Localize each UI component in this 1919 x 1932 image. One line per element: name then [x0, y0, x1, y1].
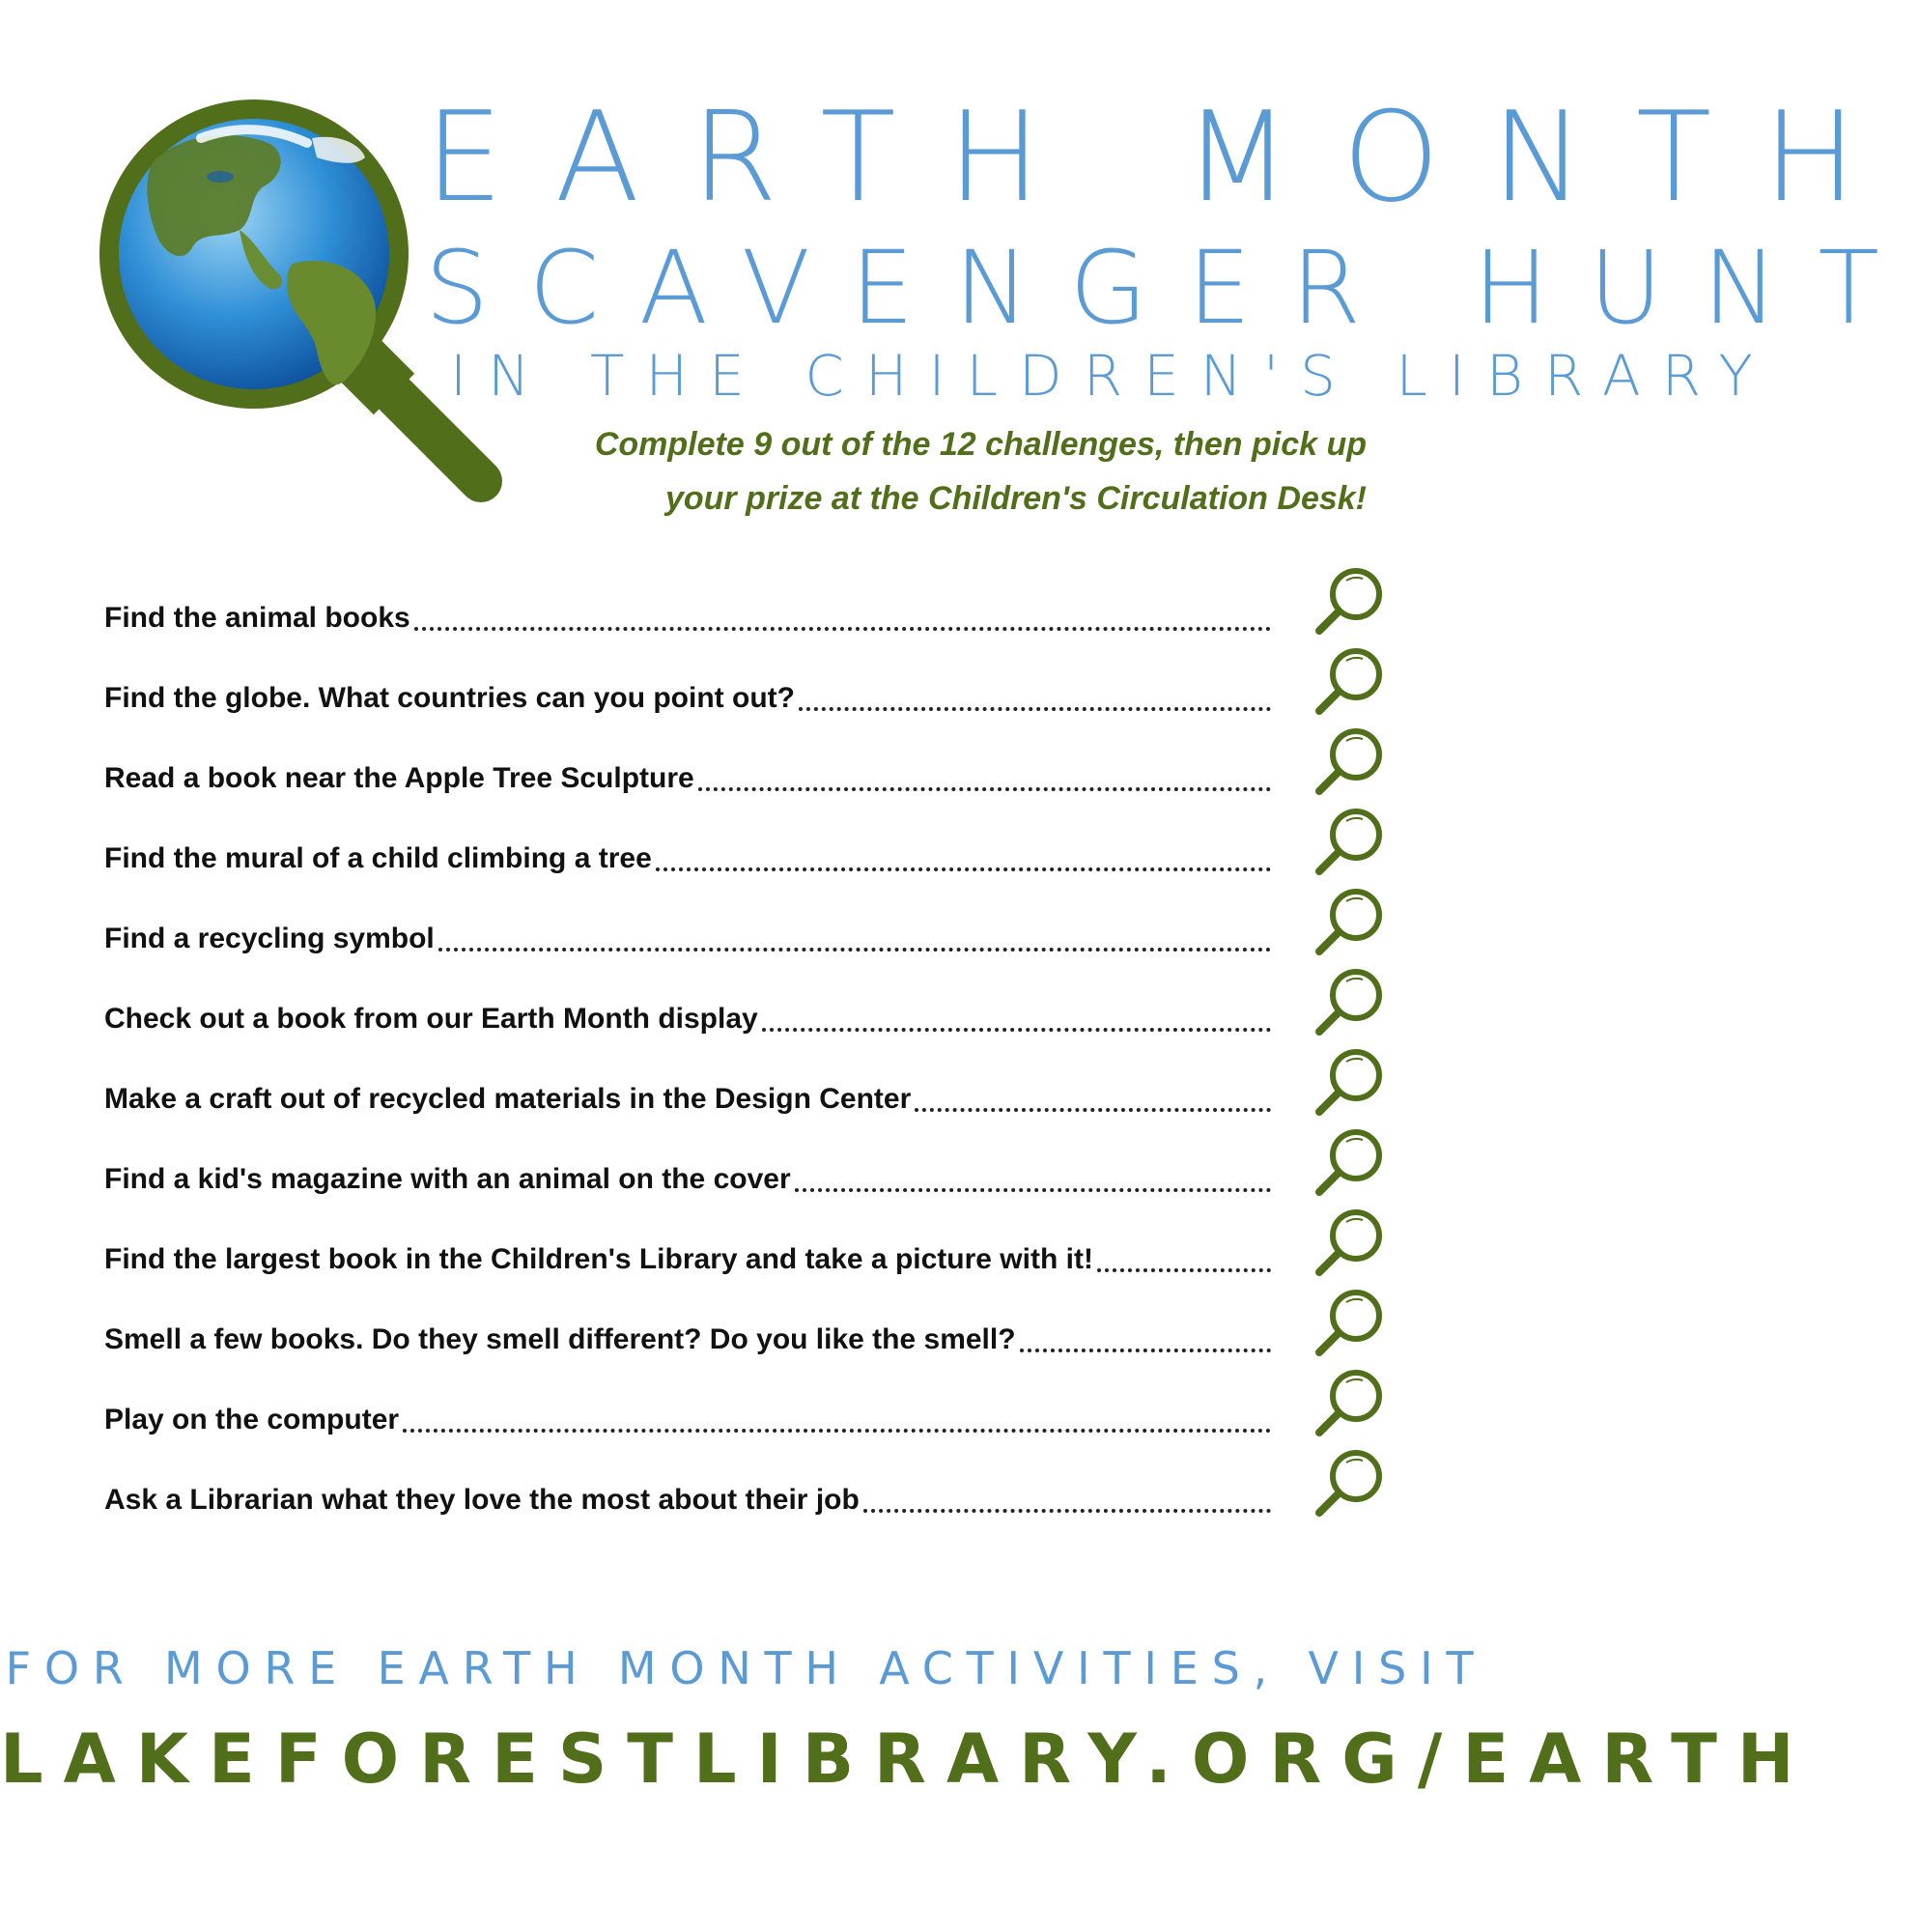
dotted-leader	[915, 1108, 1271, 1112]
dotted-leader	[403, 1429, 1271, 1433]
challenge-text: Find a recycling symbol	[104, 922, 435, 954]
challenge-text: Find a kid's magazine with an animal on the cover	[104, 1162, 791, 1195]
dotted-leader	[656, 867, 1271, 871]
challenge-row	[104, 1299, 1389, 1379]
challenge-text: Play on the computer	[104, 1403, 400, 1435]
page-title: EARTH MONTH	[425, 86, 1908, 230]
challenge-row	[104, 898, 1389, 979]
page-subtitle: SCAVENGER HUNT	[425, 229, 1919, 347]
magnifier-icon[interactable]	[1310, 1363, 1389, 1442]
challenge-row	[104, 979, 1389, 1059]
dotted-leader	[1020, 1349, 1271, 1352]
challenge-text: Find the animal books	[104, 601, 410, 634]
challenge-row	[104, 818, 1389, 898]
challenge-row	[104, 1379, 1389, 1460]
magnifier-icon[interactable]	[1310, 1203, 1389, 1282]
dotted-leader	[698, 787, 1271, 791]
dotted-leader	[795, 1188, 1271, 1192]
challenge-row	[104, 1059, 1389, 1139]
footer-url-link[interactable]: LAKEFORESTLIBRARY.ORG/EARTH	[0, 1719, 1815, 1799]
challenge-list	[104, 578, 1389, 1540]
challenge-row	[104, 578, 1389, 658]
magnifier-icon[interactable]	[1310, 1122, 1389, 1202]
instructions	[517, 417, 1367, 526]
dotted-leader	[799, 707, 1271, 711]
dotted-leader	[1097, 1268, 1271, 1272]
challenge-row	[104, 1139, 1389, 1219]
magnifier-icon[interactable]	[1310, 1443, 1389, 1522]
magnifier-icon[interactable]	[1310, 962, 1389, 1041]
dotted-leader	[762, 1028, 1271, 1032]
challenge-text: Make a craft out of recycled materials in the Design Center	[104, 1082, 912, 1115]
instructions-line-2: your prize at the Children's Circulation Desk!	[664, 480, 1367, 517]
page-location: IN THE CHILDREN'S LIBRARY	[450, 343, 1774, 409]
challenge-text: Find the largest book in the Children's Library and take a picture with it!	[104, 1242, 1093, 1275]
challenge-row	[104, 1219, 1389, 1299]
magnifier-icon[interactable]	[1310, 722, 1389, 801]
magnifier-icon[interactable]	[1310, 641, 1389, 721]
dotted-leader	[863, 1509, 1271, 1513]
challenge-text: Read a book near the Apple Tree Sculpture	[104, 761, 694, 794]
dotted-leader	[438, 948, 1271, 952]
magnifier-icon[interactable]	[1310, 1283, 1389, 1362]
challenge-text: Find the mural of a child climbing a tree	[104, 841, 652, 874]
magnifier-icon[interactable]	[1310, 802, 1389, 881]
footer-lead: FOR MORE EARTH MONTH ACTIVITIES, VISIT	[5, 1642, 1487, 1694]
challenge-row	[104, 658, 1389, 738]
challenge-text: Check out a book from our Earth Month display	[104, 1002, 758, 1035]
magnifier-icon[interactable]	[1310, 561, 1389, 640]
challenge-text: Smell a few books. Do they smell different? Do you like the smell?	[104, 1322, 1016, 1355]
challenge-text: Find the globe. What countries can you point out?	[104, 681, 795, 714]
magnifier-icon[interactable]	[1310, 1042, 1389, 1122]
challenge-row	[104, 1460, 1389, 1540]
challenge-text: Ask a Librarian what they love the most about their job	[104, 1483, 860, 1516]
instructions-line-1: Complete 9 out of the 12 challenges, then pick up	[594, 426, 1367, 463]
dotted-leader	[414, 627, 1271, 631]
challenge-row	[104, 738, 1389, 818]
magnifier-icon[interactable]	[1310, 882, 1389, 961]
